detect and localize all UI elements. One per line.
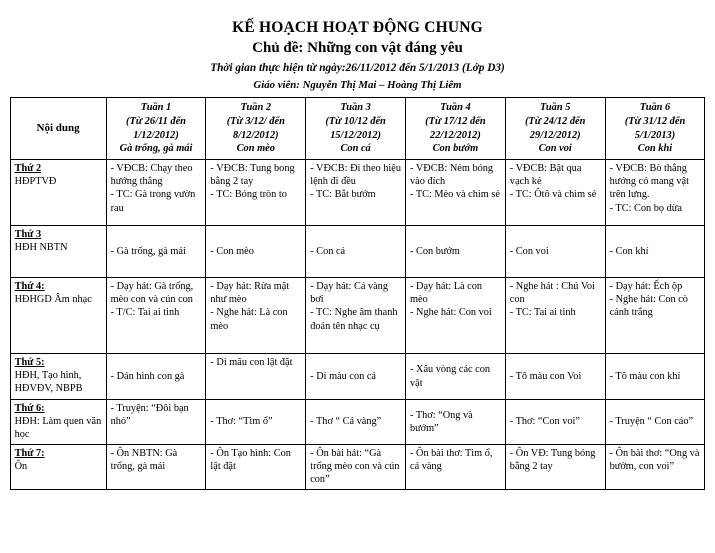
header-cell-content: Nội dung — [10, 98, 106, 160]
activity-line: - Con bướm — [410, 245, 460, 257]
activity-line: - Nghe hát: Con voi — [410, 307, 492, 319]
activity-line: - Tô màu con Voi — [509, 370, 582, 382]
activity-line: - TC: Tai ai tinh — [509, 307, 576, 319]
week-3-dates-line-1: (Từ 10/12 đến — [325, 115, 386, 127]
week-5-dates-line-2: 29/12/2012) — [529, 129, 581, 141]
week-6-topic: Con khi — [637, 143, 673, 155]
activity-cell — [106, 400, 206, 445]
activity-line: - Di màu con cá — [310, 370, 376, 382]
activity-line: - Thơ: “Con voi” — [509, 416, 580, 428]
activity-cell — [505, 226, 605, 278]
activity-line: - Dạy hát: Cá vàng bơi — [310, 281, 388, 306]
activity-cell — [306, 400, 406, 445]
activity-line: - Nghe hát: Là con mèo — [210, 307, 288, 332]
activity-cell — [406, 400, 506, 445]
activity-cell — [306, 278, 406, 354]
day-cell-thu-4 — [10, 278, 106, 354]
header-cell-week-5 — [505, 98, 605, 160]
table-row — [10, 160, 705, 226]
header-cell-week-2 — [206, 98, 306, 160]
week-1-name: Tuần 1 — [140, 102, 172, 114]
activity-line: - Ôn NBTN: Gà trống, gà mái — [110, 447, 178, 472]
day-label: Thứ 6: — [14, 403, 45, 415]
activity-line: - Ôn VĐ: Tung bóng bằng 2 tay — [509, 447, 596, 472]
day-cell-thu-5 — [10, 354, 106, 400]
document-subject: Chủ đề: Những con vật đáng yêu — [252, 39, 463, 56]
activity-line: - Gà trống, gà mái — [110, 245, 186, 257]
activity-line: - Dán hình con gà — [110, 370, 185, 382]
activity-line: - TC: Ôtô và chim sẻ — [509, 189, 597, 201]
day-activity-type: HĐPTVĐ — [14, 176, 57, 188]
activity-cell — [306, 444, 406, 489]
activity-cell — [605, 400, 705, 445]
activity-plan-table — [10, 97, 706, 489]
activity-cell — [605, 444, 705, 489]
week-2-dates-line-2: 8/12/2012) — [233, 129, 279, 141]
activity-cell — [106, 160, 206, 226]
activity-cell — [206, 226, 306, 278]
activity-cell — [406, 160, 506, 226]
activity-line: - VĐCB: Tung bong bằng 2 tay — [210, 163, 295, 188]
activity-line: - VĐCB: Bật qua vạch kẻ — [509, 163, 582, 188]
week-2-topic: Con mèo — [236, 143, 275, 155]
table-body — [10, 160, 705, 490]
activity-line: - T/C: Tai ai tinh — [110, 307, 180, 319]
activity-line: - TC: Gà trong vườn rau — [110, 189, 196, 214]
activity-cell — [505, 400, 605, 445]
activity-line: - Truyện: “Đôi bạn nhỏ” — [110, 403, 189, 428]
activity-line: - Con khí — [609, 245, 649, 257]
week-5-topic: Con voi — [538, 143, 572, 155]
activity-cell — [505, 444, 605, 489]
page-title: KẾ HOẠCH HOẠT ĐỘNG CHUNG — [232, 19, 483, 36]
activity-line: - Thơ: “Ong và bướm” — [410, 409, 473, 434]
week-6-dates-line-1: (Từ 31/12 đến — [624, 115, 686, 127]
activity-line: - Nghe hát : Chú Voi con — [509, 281, 595, 306]
activity-cell — [106, 444, 206, 489]
activity-cell — [505, 354, 605, 400]
document-period: Thời gian thực hiện từ ngày:26/11/2012 đến 5/1/2013 (Lớp D3) — [210, 62, 505, 75]
activity-line: - Dạy hát: Gà trống, mèo con và cún con — [110, 281, 194, 306]
activity-line: - TC: Mèo và chim sẻ — [410, 189, 500, 201]
header-cell-week-4 — [406, 98, 506, 160]
activity-cell — [406, 226, 506, 278]
week-3-topic: Con cá — [340, 143, 371, 155]
activity-line: - VĐCB: Chạy theo hướng thẳng — [110, 163, 193, 188]
week-6-dates-line-2: 5/1/2013) — [634, 129, 676, 141]
activity-cell — [206, 444, 306, 489]
week-3-dates-line-2: 15/12/2012) — [330, 129, 381, 141]
week-2-dates-line-1: (Từ 3/12/ đến — [226, 115, 285, 127]
activity-line: - Dạy hát: Rửa mặt như mèo — [210, 281, 290, 306]
day-label: Thứ 4: — [14, 281, 45, 293]
activity-line: - Xâu vòng các con vật — [410, 364, 491, 389]
activity-cell — [106, 278, 206, 354]
activity-cell — [206, 278, 306, 354]
activity-cell — [106, 226, 206, 278]
activity-line: - Ôn bài thơ: Tìm ổ, cá vàng — [410, 447, 493, 472]
day-activity-type: HĐH, Tạo hình, HĐVĐV, NBPB — [14, 370, 83, 395]
week-1-dates-line-2: 1/12/2012) — [133, 129, 179, 141]
day-label: Thứ 3 — [14, 229, 42, 241]
day-label: Thứ 5: — [14, 357, 45, 369]
activity-line: - TC: Nghe âm thanh đoán tên nhạc cụ — [310, 307, 398, 332]
activity-line: - VĐCB: Đi theo hiệu lệnh đi đều — [310, 163, 401, 188]
activity-line: - Ôn Tạo hình: Con lật đặt — [210, 447, 291, 472]
activity-cell — [206, 160, 306, 226]
week-1-dates-line-1: (Từ 26/11 đến — [126, 115, 186, 127]
activity-cell — [605, 226, 705, 278]
day-cell-thu-6 — [10, 400, 106, 445]
activity-line: - TC: Bóng tròn to — [210, 189, 287, 201]
table-header — [10, 98, 705, 160]
week-4-dates-line-2: 22/12/2012) — [430, 129, 481, 141]
activity-cell — [605, 160, 705, 226]
table-row — [10, 278, 705, 354]
activity-cell — [406, 354, 506, 400]
table-row — [10, 226, 705, 278]
activity-cell — [605, 354, 705, 400]
activity-line: - Dạy hát: Là con mèo — [410, 281, 483, 306]
activity-line: - Di mãu con lật đặt — [210, 357, 293, 369]
table-row — [10, 444, 705, 489]
activity-line: - VĐCB: Bò thẳng hướng có mang vật trên lưng. — [609, 163, 689, 201]
day-cell-thu-7 — [10, 444, 106, 489]
activity-cell — [605, 278, 705, 354]
header-cell-week-3 — [306, 98, 406, 160]
table-row — [10, 400, 705, 445]
document-header — [0, 0, 715, 92]
week-1-topic: Gà trống, gà mái — [119, 143, 193, 155]
activity-cell — [306, 226, 406, 278]
activity-line: - Ôn bài hát: “Gà trống mèo con và cún con” — [310, 447, 400, 485]
header-cell-week-1 — [106, 98, 206, 160]
activity-line: - Con cá — [310, 245, 346, 257]
activity-line: - Nghe hát: Con cò cánh trắng — [609, 294, 688, 319]
day-activity-type: Ôn — [14, 460, 28, 472]
activity-cell — [406, 444, 506, 489]
week-5-name: Tuần 5 — [539, 102, 571, 114]
activity-line: - Thơ: “Tìm ổ” — [210, 416, 273, 428]
header-cell-week-6 — [605, 98, 705, 160]
activity-line: - Tô màu con khí — [609, 370, 681, 382]
day-activity-type: HĐH: Làm quen văn học — [14, 416, 102, 441]
week-6-name: Tuần 6 — [639, 102, 671, 114]
day-cell-thu-2 — [10, 160, 106, 226]
day-label: Thứ 2 — [14, 163, 42, 175]
activity-line: - Dạy hát: Ếch ộp — [609, 281, 683, 293]
activity-cell — [306, 160, 406, 226]
activity-line: - Con voi — [509, 245, 549, 257]
activity-line: - Ôn bài thơ: “Ong và bướm, con voi” — [609, 447, 700, 472]
day-cell-thu-3 — [10, 226, 106, 278]
activity-cell — [106, 354, 206, 400]
activity-cell — [306, 354, 406, 400]
activity-cell — [406, 278, 506, 354]
table-header-row — [10, 98, 705, 160]
activity-cell — [505, 278, 605, 354]
activity-line: - TC: Bắt bướm — [310, 189, 376, 201]
document-teachers: Giáo viên: Nguyễn Thị Mai – Hoàng Thị Liêm — [253, 78, 462, 91]
table-row — [10, 354, 705, 400]
day-label: Thứ 7: — [14, 447, 45, 459]
day-activity-type: HĐHGD Âm nhạc — [14, 294, 92, 306]
activity-cell — [206, 354, 306, 400]
week-5-dates-line-1: (Từ 24/12 đến — [524, 115, 586, 127]
week-3-name: Tuần 3 — [340, 102, 371, 114]
activity-cell — [206, 400, 306, 445]
activity-line: - Con mèo — [210, 245, 254, 257]
week-4-topic: Con bướm — [432, 143, 479, 155]
day-activity-type: HĐH NBTN — [14, 242, 68, 254]
week-2-name: Tuần 2 — [240, 102, 272, 114]
activity-line: - TC: Con bọ dừa — [609, 202, 682, 214]
week-4-name: Tuần 4 — [440, 102, 471, 114]
activity-line: - Truyện “ Con cáo” — [609, 416, 694, 428]
activity-line: - Thơ “ Cá vàng” — [310, 416, 382, 428]
week-4-dates-line-1: (Từ 17/12 đến — [425, 115, 486, 127]
activity-cell — [505, 160, 605, 226]
activity-line: - VĐCB: Ném bóng vào đích — [410, 163, 494, 188]
